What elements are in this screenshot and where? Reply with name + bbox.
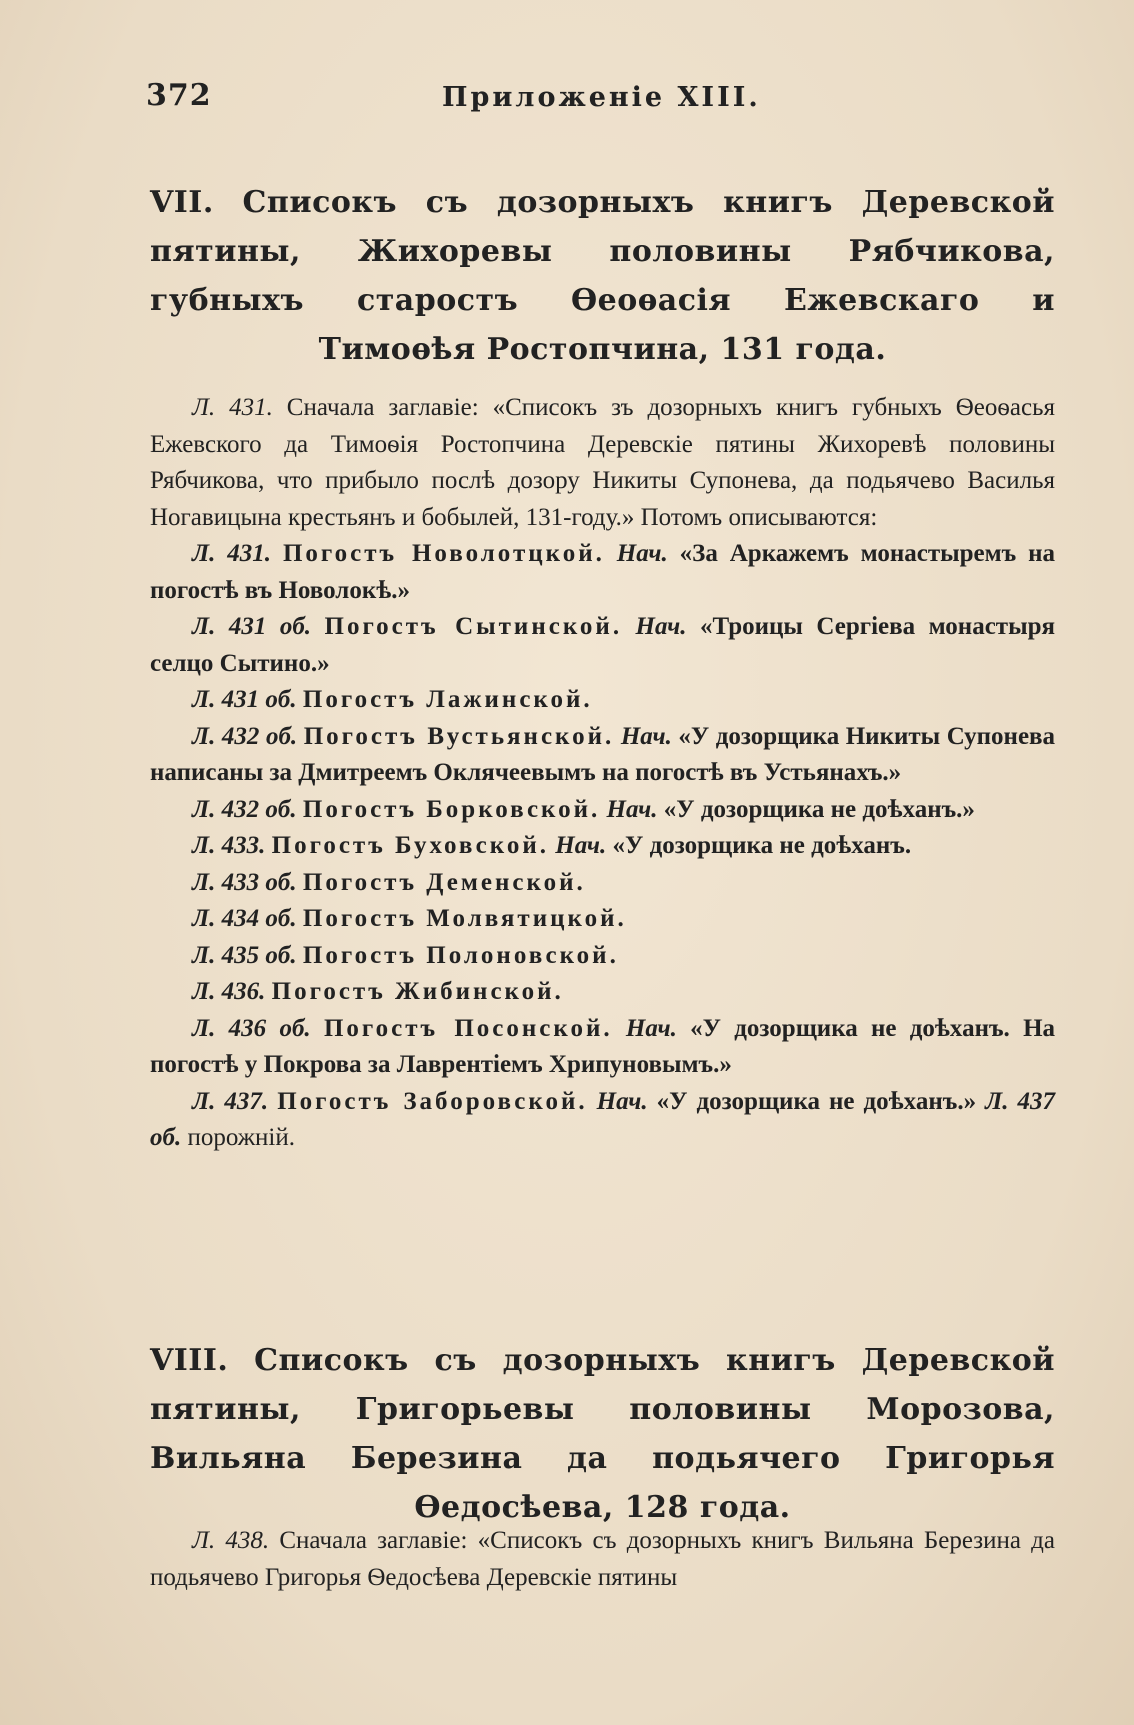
section-8-title: VIII. Списокъ съ дозорныхъ книгъ Деревской пятины, Григорьевы половины Морозова, Вильяна Березина да подьячего Григорья Ѳедосѣева, 128 года.: [150, 1343, 1055, 1525]
entry-quote: «За Аркажемъ монастыремъ на погостѣ въ Новолокѣ.»: [150, 540, 1056, 604]
section-8: [150, 1336, 1055, 1532]
verso-mark: об.: [279, 1014, 311, 1042]
section-7-body: [150, 390, 1055, 1157]
folio-ref: Л. 432: [192, 722, 260, 750]
folio-ref: Л. 438.: [192, 1527, 270, 1554]
entry: [150, 682, 1055, 719]
entry-quote: «У дозорщика Никиты Супонева написаны за Дмитреемъ Оклячеевымъ на погостѣ въ Устьянахъ.»: [150, 722, 1056, 786]
place-name: Погостъ Борковской.: [302, 795, 601, 823]
folio-ref: Л. 435: [192, 941, 260, 969]
entry: [150, 1084, 1055, 1157]
nach-label: Нач.: [620, 722, 672, 750]
nach-label: Нач.: [616, 540, 668, 567]
place-name: Погостъ Полоновской.: [302, 941, 619, 969]
section-7-intro: [150, 390, 1055, 536]
place-name: Погостъ Сытинской.: [324, 613, 623, 640]
place-name: Погостъ Буховской.: [271, 832, 549, 859]
entry: [150, 1011, 1055, 1084]
entry-quote: «У дозорщика не доѣханъ.»: [656, 1087, 977, 1115]
running-head: [146, 78, 1051, 122]
page-number: 372: [146, 78, 212, 113]
folio-ref: Л. 431: [192, 613, 267, 640]
folio-ref: Л. 436.: [192, 978, 266, 1005]
section-8-intro: [150, 1523, 1055, 1596]
folio-ref: Л. 432: [192, 795, 260, 823]
place-name: Погостъ Новолотцкой.: [282, 540, 605, 567]
folio-ref: Л. 431: [192, 686, 260, 713]
place-name: Погостъ Вустьянской.: [303, 722, 615, 750]
verso-mark: об.: [150, 1124, 182, 1151]
folio-ref: Л. 431.: [192, 394, 273, 421]
folio-ref: Л. 431.: [192, 540, 272, 567]
place-name: Погостъ Лажинской.: [302, 686, 593, 713]
place-name: Погостъ Молвятицкой.: [302, 905, 627, 932]
place-name: Погостъ Деменской.: [302, 868, 586, 896]
entry: [150, 536, 1055, 609]
section-8-body: [150, 1523, 1055, 1596]
nach-label: Нач.: [606, 795, 658, 823]
entry: [150, 609, 1055, 682]
verso-mark: об.: [265, 868, 297, 896]
nach-label: Нач.: [555, 832, 607, 859]
entry: [150, 719, 1055, 792]
entry: [150, 938, 1055, 975]
place-name: Погостъ Заборовской.: [277, 1087, 588, 1115]
entry: [150, 792, 1055, 829]
verso-mark: об.: [265, 795, 297, 823]
entry: [150, 901, 1055, 938]
nach-label: Нач.: [625, 1014, 677, 1042]
running-title: Приложеніе XIII.: [442, 82, 761, 113]
verso-mark: об.: [265, 941, 297, 969]
entry: [150, 974, 1055, 1011]
section-7-title: VII. Списокъ съ дозорныхъ книгъ Деревской пятины, Жихоревы половины Рябчикова, губныхъ старостъ Ѳеоѳасія Ежевскаго и Тимоѳѣя Ростопчина, 131 года.: [150, 185, 1055, 367]
folio-ref: Л. 436: [192, 1014, 267, 1042]
entry: [150, 865, 1055, 902]
entry-quote: «У дозорщика не доѣханъ.: [612, 832, 912, 859]
section-7: [150, 178, 1055, 374]
entry-quote: «Троицы Сергіева монастыря селцо Сытино.»: [150, 613, 1056, 677]
verso-mark: об.: [279, 613, 312, 640]
nach-label: Нач.: [596, 1087, 648, 1115]
folio-ref: Л. 437.: [192, 1087, 269, 1115]
place-name: Погостъ Посонской.: [323, 1014, 613, 1042]
entry-tail: порожній.: [187, 1124, 295, 1151]
verso-mark: об.: [265, 905, 297, 932]
verso-mark: об.: [265, 686, 297, 713]
folio-ref: Л. 437: [985, 1087, 1056, 1115]
entry-quote: «У дозорщика не доѣханъ. На погостѣ у Покрова за Лаврентіемъ Хрипуновымъ.»: [150, 1014, 1056, 1078]
place-name: Погостъ Жибинской.: [271, 978, 564, 1005]
intro-text: Сначала заглавіе: «Списокъ съ дозорныхъ книгъ Вильяна Березина да подьячево Григорья Ѳедосѣева Деревскіе пятины: [150, 1527, 1055, 1591]
intro-text: Сначала заглавіе: «Списокъ зъ дозорныхъ книгъ губныхъ Ѳеоѳасья Ежевского да Тимоѳія Ростопчина Деревскіе пятины Жихоревѣ половины Рябчикова, что прибыло послѣ дозору Никиты Супонева, да подьячево Василья Ногавицына крестьянъ и бобылей, 131-году.» Потомъ описываются:: [150, 394, 1055, 531]
entry-quote: «У дозорщика не доѣханъ.»: [663, 795, 975, 823]
folio-ref: Л. 434: [192, 905, 260, 932]
folio-ref: Л. 433.: [192, 832, 266, 859]
verso-mark: об.: [265, 722, 298, 750]
nach-label: Нач.: [635, 613, 687, 640]
folio-ref: Л. 433: [192, 868, 260, 896]
entry: [150, 828, 1055, 865]
